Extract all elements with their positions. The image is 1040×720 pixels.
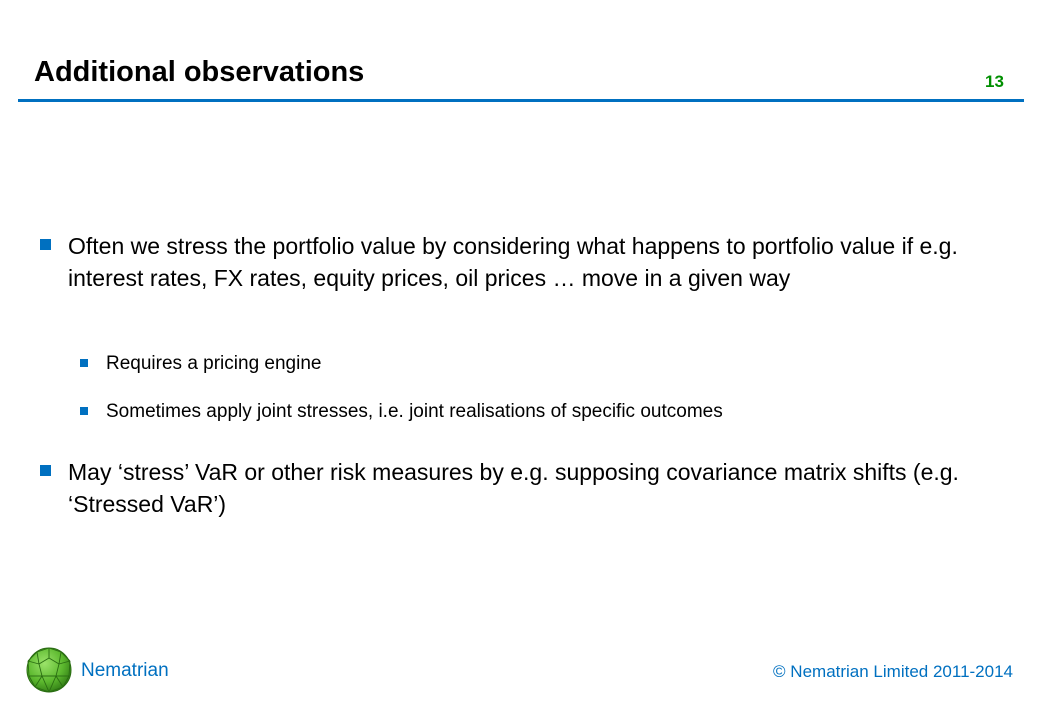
copyright-notice: © Nematrian Limited 2011-2014 bbox=[773, 662, 1013, 681]
square-bullet-icon bbox=[80, 359, 88, 367]
slide-number: 13 bbox=[985, 72, 1004, 91]
bullet-item bbox=[40, 230, 990, 294]
square-bullet-icon bbox=[40, 239, 51, 250]
geodesic-sphere-icon bbox=[25, 646, 73, 694]
sub-bullet-text: Sometimes apply joint stresses, i.e. joint realisations of specific outcomes bbox=[106, 401, 723, 422]
bullet-text: May ‘stress’ VaR or other risk measures by e.g. supposing covariance matrix shifts (e.g. ‘Stressed VaR’) bbox=[68, 459, 959, 517]
square-bullet-icon bbox=[80, 407, 88, 415]
square-bullet-icon bbox=[40, 465, 51, 476]
sub-bullet-item bbox=[80, 400, 980, 424]
brand-name: Nematrian bbox=[81, 660, 169, 681]
slide-title: Additional observations bbox=[34, 56, 365, 88]
bullet-text: Often we stress the portfolio value by considering what happens to portfolio value if e.g. interest rates, FX rates, equity prices, oil prices … move in a given way bbox=[68, 233, 958, 291]
sub-bullet-item bbox=[80, 352, 980, 376]
sub-bullet-text: Requires a pricing engine bbox=[106, 353, 322, 374]
bullet-item bbox=[40, 456, 990, 520]
